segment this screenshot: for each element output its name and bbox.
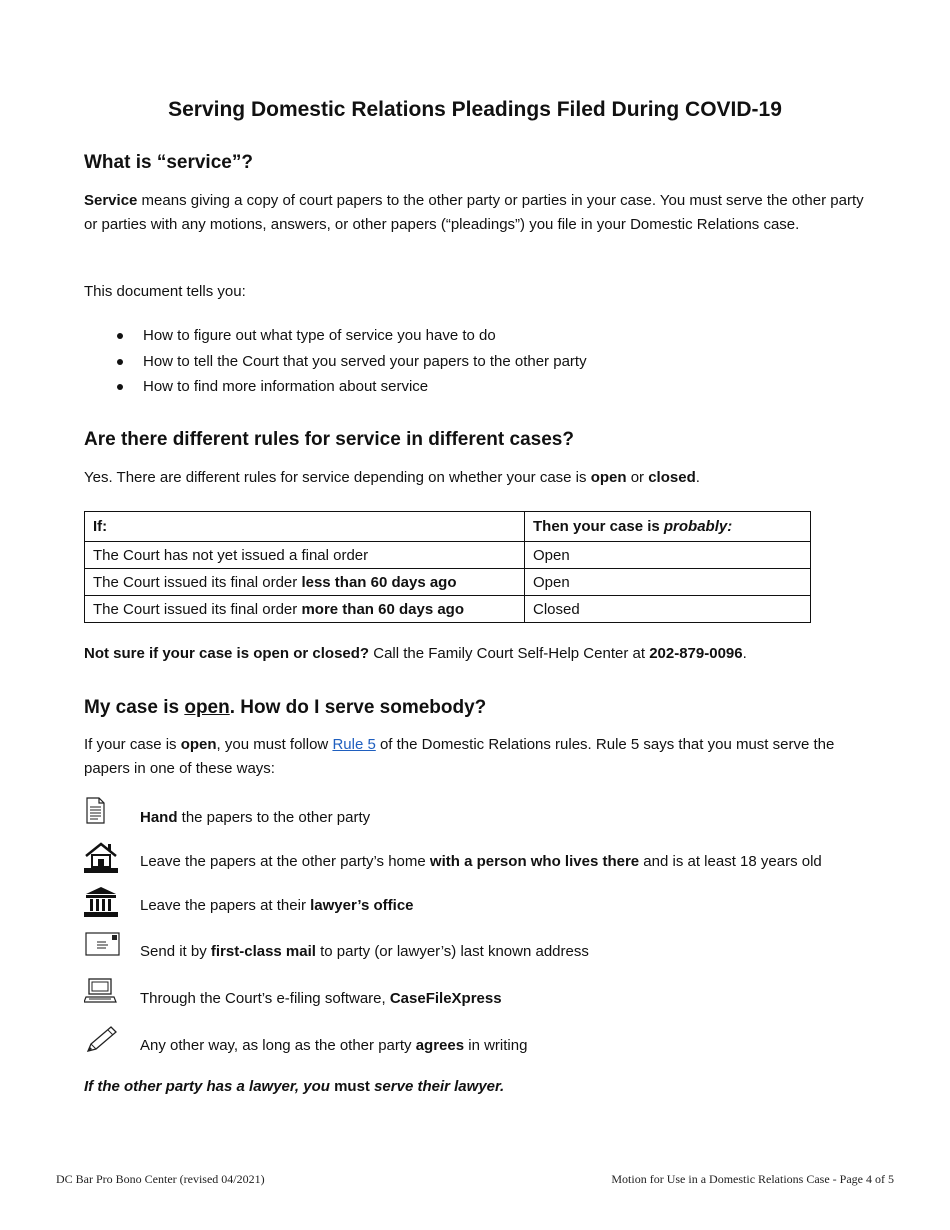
- service-definition-text: means giving a copy of court papers to the other party or parties in your case. You must serve the other party or parties with any motions, answers, or other papers (“pleadings”) you file in your Domestic Relations case.: [84, 192, 864, 233]
- house-icon: [84, 841, 122, 875]
- service-method-efiling: [84, 978, 866, 1014]
- bullet-list: [84, 323, 587, 400]
- service-method-home: [84, 841, 866, 877]
- section-heading-different-rules: Are there different rules for service in different cases?: [84, 429, 574, 450]
- service-definition: [84, 189, 866, 237]
- bullet-item: How to find more information about service: [84, 374, 587, 400]
- method-text: Hand the papers to the other party: [140, 809, 371, 826]
- pencil-icon: [84, 1025, 122, 1059]
- service-method-hand: [84, 797, 866, 833]
- table-cell-condition: The Court issued its final order more than 60 days ago: [85, 596, 525, 623]
- service-method-agreement: [84, 1025, 866, 1061]
- footer-left: DC Bar Pro Bono Center (revised 04/2021): [56, 1172, 265, 1186]
- case-status-table: [84, 511, 811, 623]
- method-text: Leave the papers at the other party’s home with a person who lives there and is at least 18 years old: [140, 853, 822, 870]
- service-method-lawyer-office: [84, 885, 866, 921]
- table-cell-condition: The Court has not yet issued a final order: [85, 542, 525, 569]
- method-text: Send it by first-class mail to party (or lawyer’s) last known address: [140, 943, 589, 960]
- section-heading-what-is-service: What is “service”?: [84, 152, 253, 173]
- courthouse-icon: [84, 885, 122, 919]
- section-heading-case-open: My case is open. How do I serve somebody?: [84, 697, 487, 718]
- table-row: [85, 542, 811, 569]
- rule5-text: If your case is open, you must follow Rule 5 of the Domestic Relations rules. Rule 5 says that you must serve the papers in one of these ways:: [84, 736, 835, 777]
- service-term: Service: [84, 192, 138, 209]
- rules-text: Yes. There are different rules for service depending on whether your case is open or closed.: [84, 469, 700, 486]
- table-cell-status: Open: [525, 569, 811, 596]
- method-text: Through the Court’s e-filing software, CaseFileXpress: [140, 990, 502, 1007]
- page-title: Serving Domestic Relations Pleadings Filed During COVID-19: [168, 98, 782, 121]
- envelope-icon: [84, 932, 122, 966]
- method-text: Any other way, as long as the other party agrees in writing: [140, 1037, 528, 1054]
- table-row: [85, 569, 811, 596]
- table-row: [85, 596, 811, 623]
- table-cell-condition: The Court issued its final order less than 60 days ago: [85, 569, 525, 596]
- table-header-if: If:: [85, 512, 525, 542]
- rule-5-link[interactable]: Rule 5: [332, 736, 376, 753]
- document-icon: [84, 797, 122, 831]
- intro-text: This document tells you:: [84, 283, 246, 300]
- phone-number: 202-879-0096: [649, 645, 743, 662]
- bullet-item: How to figure out what type of service you have to do: [84, 323, 587, 349]
- laptop-icon: [84, 978, 122, 1012]
- service-method-mail: [84, 932, 866, 968]
- help-center-note: Not sure if your case is open or closed? Call the Family Court Self-Help Center at 202-879-0096.: [84, 645, 747, 662]
- footer-right: Motion for Use in a Domestic Relations Case - Page 4 of 5: [611, 1172, 894, 1186]
- table-cell-status: Open: [525, 542, 811, 569]
- method-text: Leave the papers at their lawyer’s office: [140, 897, 414, 914]
- table-header-status: Then your case is probably:: [525, 512, 811, 542]
- bullet-item: How to tell the Court that you served your papers to the other party: [84, 349, 587, 375]
- table-cell-status: Closed: [525, 596, 811, 623]
- lawyer-note: If the other party has a lawyer, you must serve their lawyer.: [84, 1078, 505, 1095]
- table-header-row: [85, 512, 811, 542]
